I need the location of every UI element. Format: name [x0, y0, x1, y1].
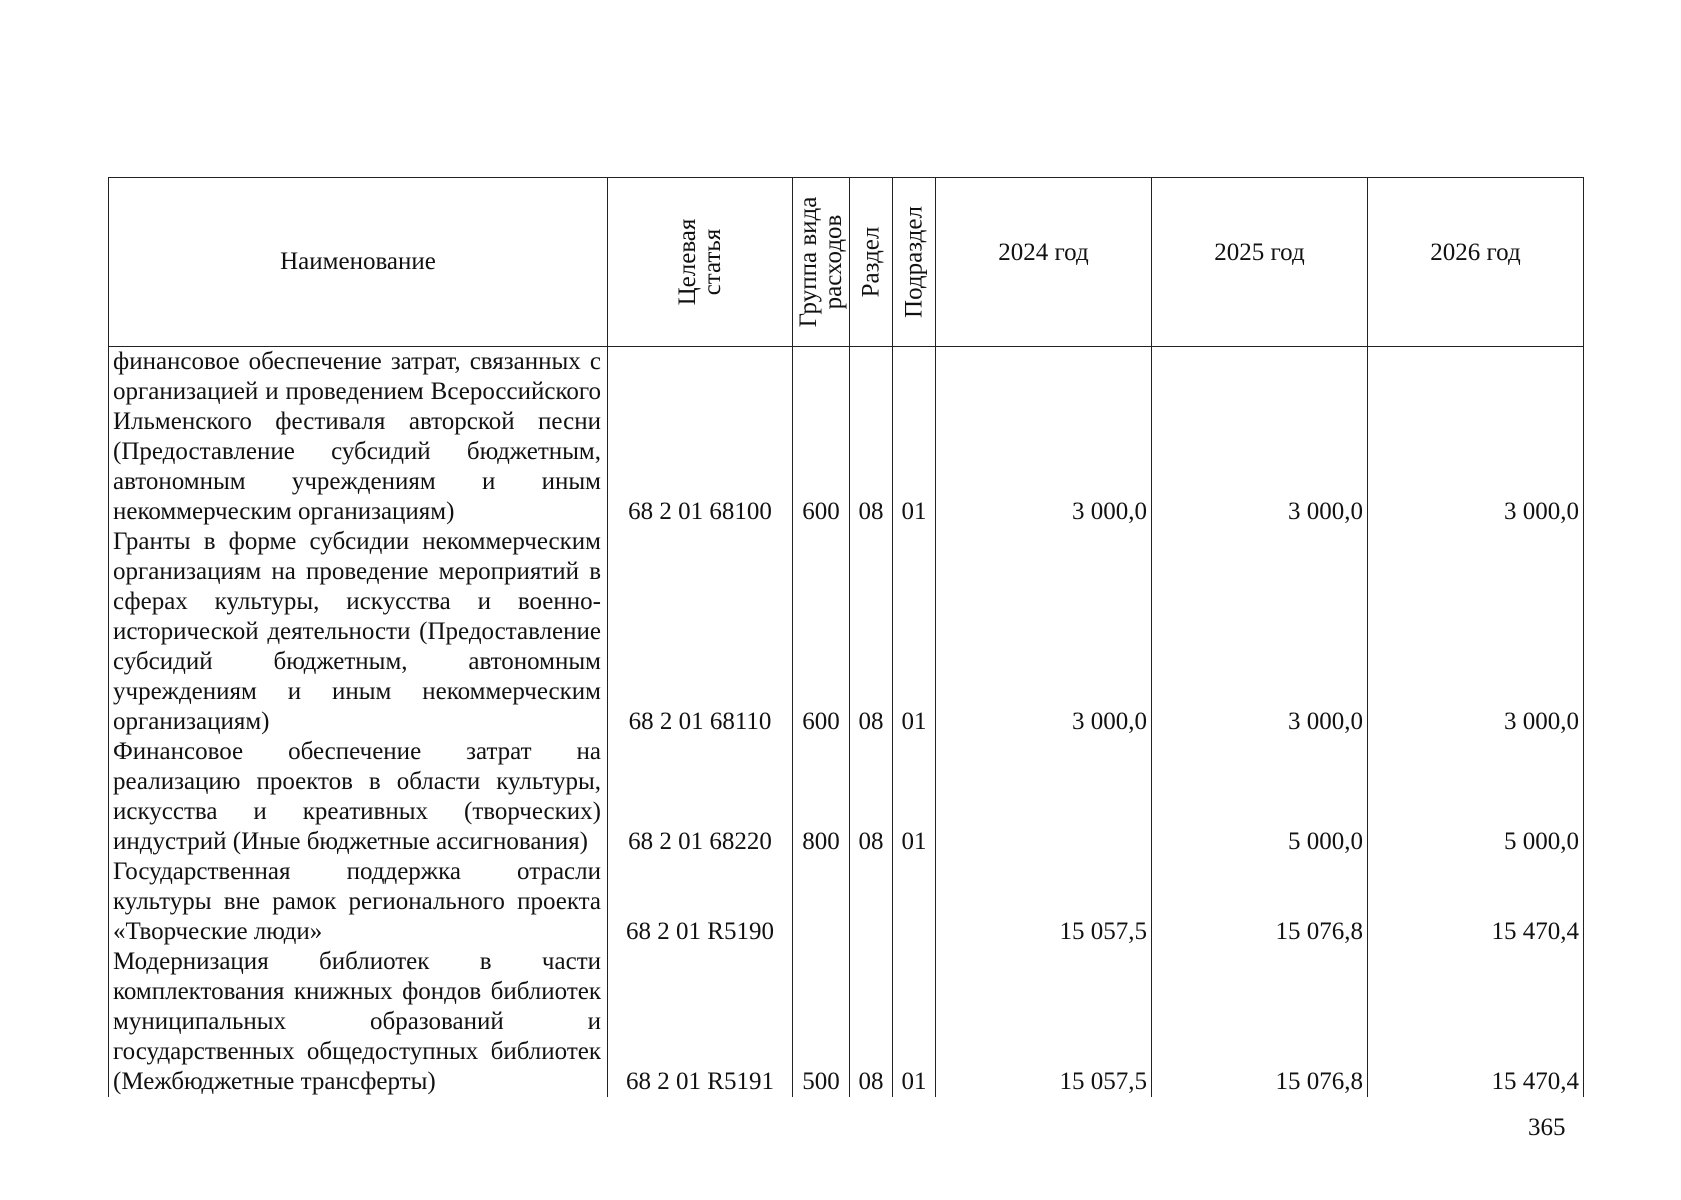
header-target-line-2: статья [699, 228, 726, 296]
row-subsection: 01 [893, 527, 936, 737]
row-section: 08 [850, 347, 893, 528]
row-section: 08 [850, 737, 893, 857]
row-amount-2025: 3 000,0 [1152, 527, 1368, 737]
row-amount-2026: 3 000,0 [1368, 527, 1584, 737]
header-target-article [608, 178, 793, 347]
row-amount-2026: 15 470,4 [1368, 857, 1584, 947]
row-amount-2024: 3 000,0 [936, 527, 1152, 737]
row-amount-2025: 3 000,0 [1152, 347, 1368, 528]
row-expense-group: 500 [793, 947, 850, 1097]
row-subsection [893, 857, 936, 947]
row-amount-2024: 15 057,5 [936, 857, 1152, 947]
header-name: Наименование [109, 178, 608, 347]
row-amount-2024: 3 000,0 [936, 347, 1152, 528]
row-target-article: 68 2 01 68100 [608, 347, 793, 528]
row-amount-2025: 15 076,8 [1152, 857, 1368, 947]
row-section: 08 [850, 947, 893, 1097]
row-target-article: 68 2 01 R5190 [608, 857, 793, 947]
table-header [109, 178, 1584, 347]
row-target-article: 68 2 01 R5191 [608, 947, 793, 1097]
row-expense-group: 600 [793, 527, 850, 737]
header-year-2026: 2026 год [1368, 178, 1584, 347]
table-row [109, 527, 1584, 737]
row-amount-2025: 15 076,8 [1152, 947, 1368, 1097]
row-section: 08 [850, 527, 893, 737]
table-body [109, 347, 1584, 1098]
header-target-line-1: Целевая [674, 218, 701, 306]
budget-table [108, 177, 1584, 1097]
row-section [850, 857, 893, 947]
row-subsection: 01 [893, 737, 936, 857]
row-amount-2026: 5 000,0 [1368, 737, 1584, 857]
header-group-line-1: Группа вида [795, 196, 822, 328]
page-number: 365 [1528, 1114, 1566, 1141]
table-row [109, 347, 1584, 528]
row-name: Гранты в форме субсидии некоммерческим организациям на проведение мероприятий в сферах культуры, искусства и военно-исторической деятельности (Предоставление субсидий бюджетным, автономным учреждениям и иным некоммерческим организациям) [109, 527, 608, 737]
row-name: Государственная поддержка отрасли культуры вне рамок регионального проекта «Творческие люди» [109, 857, 608, 947]
header-year-2025: 2025 год [1152, 178, 1368, 347]
row-subsection: 01 [893, 947, 936, 1097]
row-target-article: 68 2 01 68220 [608, 737, 793, 857]
header-group-line-2: расходов [820, 214, 847, 310]
row-expense-group: 800 [793, 737, 850, 857]
table-row [109, 857, 1584, 947]
row-amount-2026: 3 000,0 [1368, 347, 1584, 528]
row-expense-group: 600 [793, 347, 850, 528]
header-year-2024: 2024 год [936, 178, 1152, 347]
header-section: Раздел [850, 178, 893, 347]
row-name: Модернизация библиотек в части комплектования книжных фондов библиотек муниципальных образований и государственных общедоступных библиотек (Межбюджетные трансферты) [109, 947, 608, 1097]
header-expense-group [793, 178, 850, 347]
row-subsection: 01 [893, 347, 936, 528]
table-row [109, 737, 1584, 857]
table-row [109, 947, 1584, 1097]
row-amount-2024: 15 057,5 [936, 947, 1152, 1097]
row-name: финансовое обеспечение затрат, связанных с организацией и проведением Всероссийского Ильменского фестиваля авторской песни (Предоставление субсидий бюджетным, автономным учреждениям и иным некоммерческим организациям) [109, 347, 608, 528]
row-target-article: 68 2 01 68110 [608, 527, 793, 737]
row-amount-2025: 5 000,0 [1152, 737, 1368, 857]
row-amount-2026: 15 470,4 [1368, 947, 1584, 1097]
row-amount-2024 [936, 737, 1152, 857]
row-name: Финансовое обеспечение затрат на реализацию проектов в области культуры, искусства и креативных (творческих) индустрий (Иные бюджетные ассигнования) [109, 737, 608, 857]
row-expense-group [793, 857, 850, 947]
header-subsection: Подраздел [893, 178, 936, 347]
